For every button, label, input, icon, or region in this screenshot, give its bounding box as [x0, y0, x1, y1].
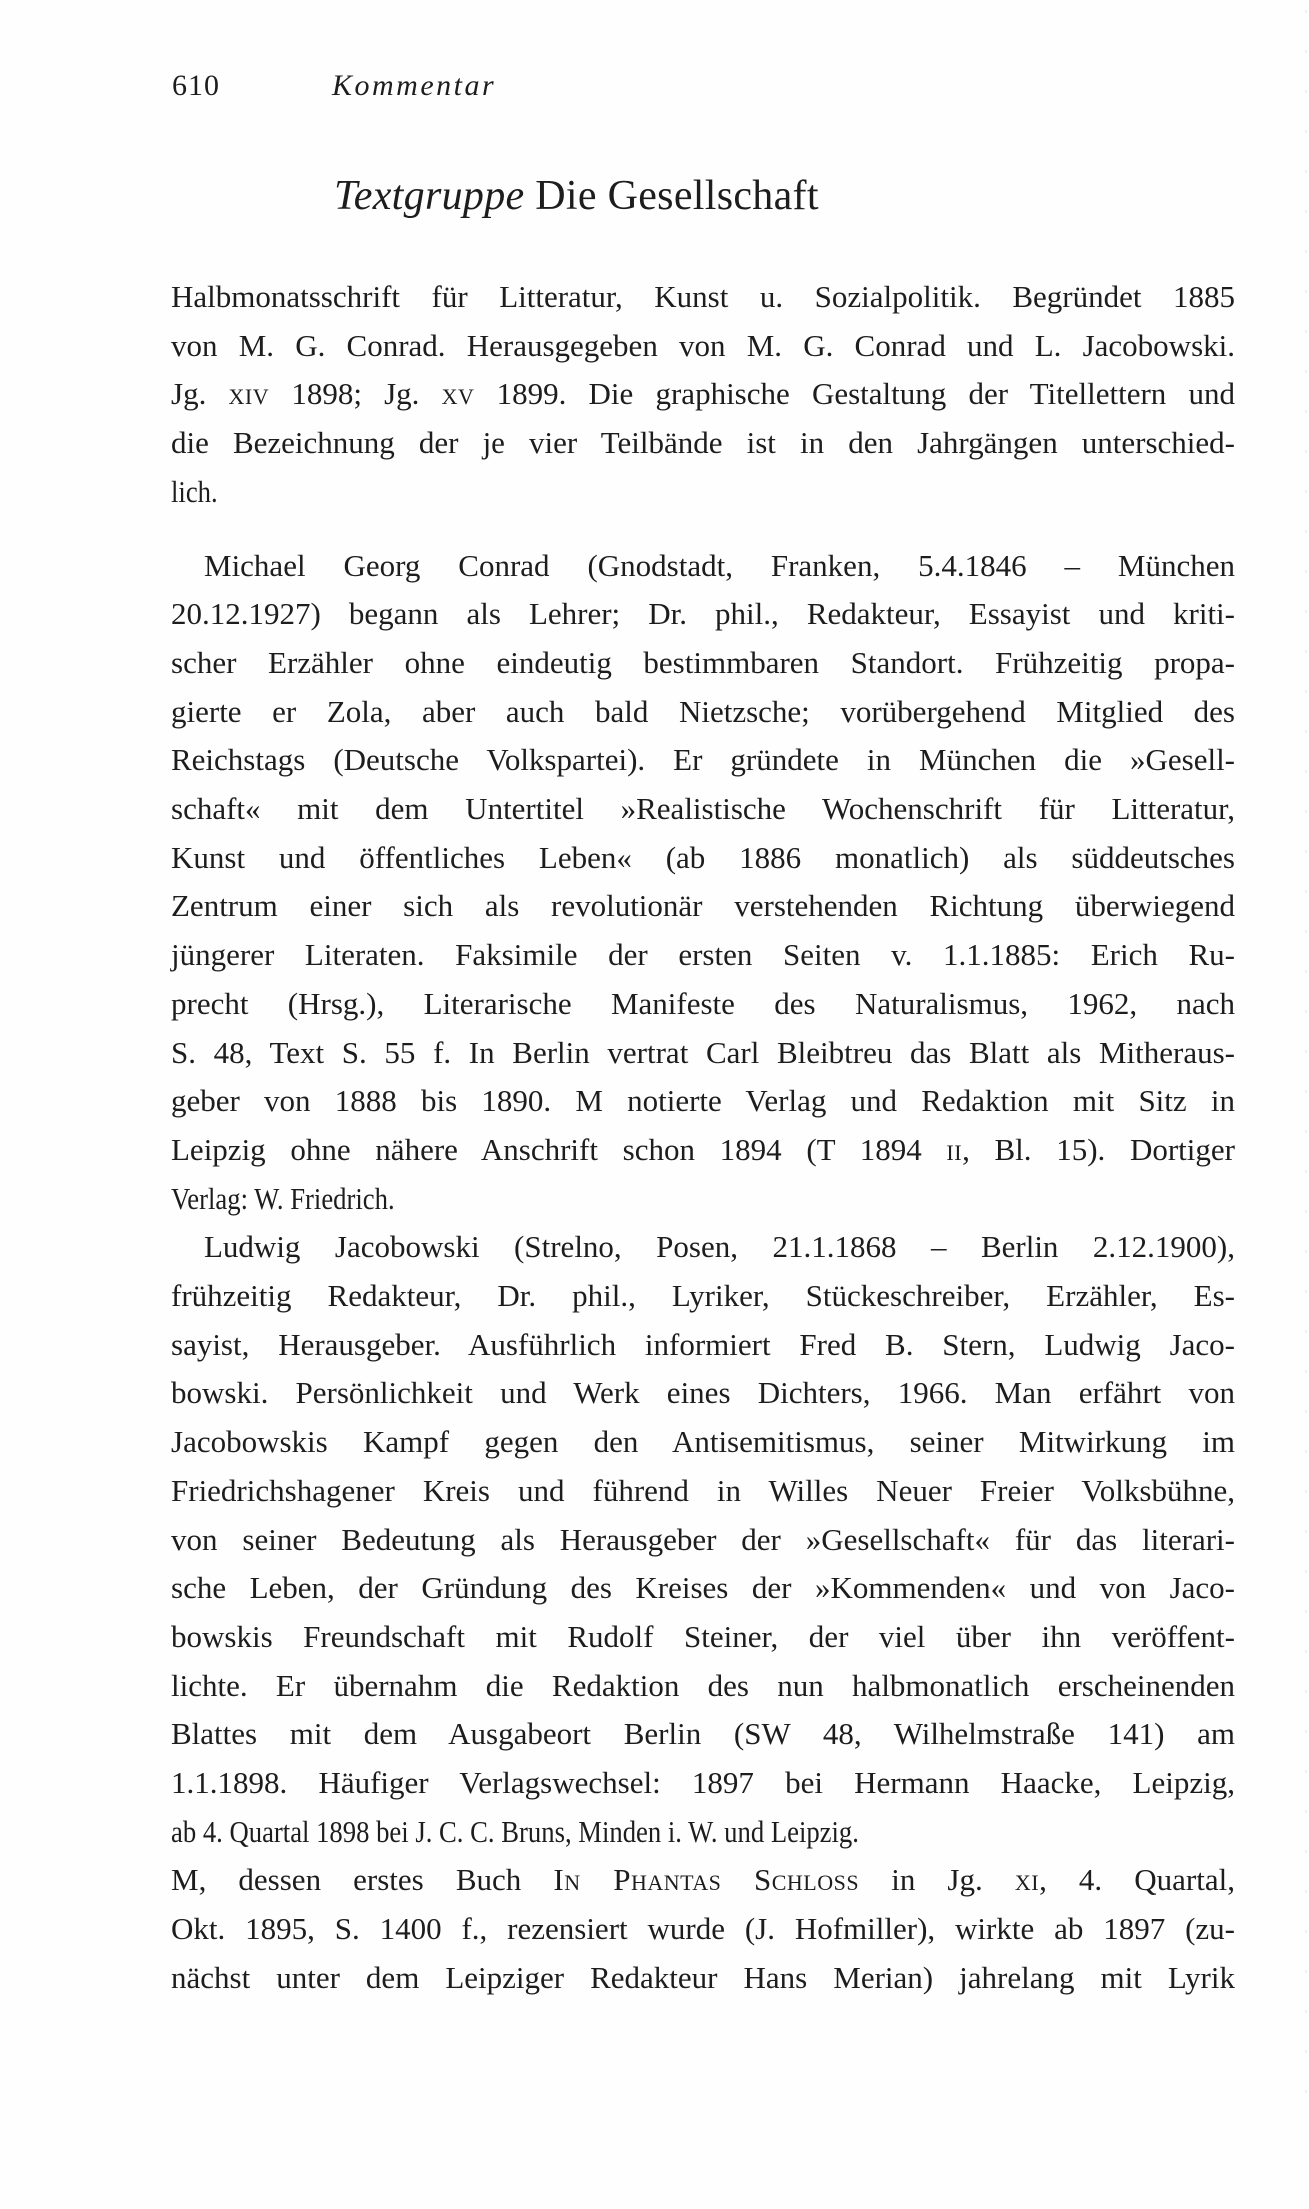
text-run: frühzeitig Redakteur, Dr. phil., Lyriker, Stückeschreiber, Erzähler, Es- [171, 1278, 1235, 1313]
text-line [171, 468, 217, 516]
text-run: M, dessen erstes Buch [171, 1862, 554, 1898]
text-line [171, 1467, 1235, 1515]
text-run: Friedrichshagener Kreis und führend in Willes Neuer Freier Volksbühne, [171, 1472, 1235, 1508]
text-line [171, 1516, 1235, 1564]
text-run: lich. [171, 473, 218, 509]
text-run: scher Erzähler ohne eindeutig bestimmbaren Standort. Frühzeitig propa- [171, 644, 1235, 680]
text-line [171, 736, 1235, 784]
text-run: schaft« mit dem Untertitel »Realistische Wochenschrift für Litteratur, [171, 791, 1235, 826]
text-run: die Bezeichnung der je vier Teilbände ist in den Jahrgängen unterschied- [171, 425, 1235, 461]
small-caps-run: xi [1014, 1862, 1040, 1898]
small-caps-run: xv [441, 376, 475, 412]
text-line [171, 1662, 1235, 1710]
text-line [171, 1613, 1235, 1661]
text-line [171, 1369, 1235, 1417]
text-line [171, 1321, 1235, 1369]
text-line [171, 834, 1235, 882]
text-line [171, 1954, 1235, 2002]
text-run: Verlag: W. Friedrich. [171, 1180, 395, 1216]
text-run: S. 48, Text S. 55 f. In Berlin vertrat Carl Bleibtreu das Blatt als Mitheraus- [171, 1034, 1235, 1070]
text-run: Ludwig Jacobowski (Strelno, Posen, 21.1.1868 – Berlin 2.12.1900), [204, 1229, 1235, 1265]
text-line [171, 322, 1235, 370]
text-run: von M. G. Conrad. Herausgegeben von M. G. Conrad und L. Jacobowski. [171, 327, 1235, 363]
text-line [171, 639, 1235, 687]
text-run: , 4. Quartal, [1039, 1862, 1235, 1898]
small-caps-run: xiv [228, 376, 270, 412]
text-run: 1898; Jg. [269, 376, 442, 412]
text-line [171, 1808, 859, 1856]
text-run: sche Leben, der Gründung des Kreises der »Kommenden« und von Jaco- [171, 1570, 1235, 1606]
small-caps-run: In Phantas Schloss [553, 1862, 860, 1898]
text-line [171, 1905, 1235, 1953]
text-run: Jg. [171, 376, 229, 412]
text-run: in Jg. [859, 1862, 1015, 1898]
scan-edge-artifact [1305, 10, 1307, 2110]
text-line [171, 1856, 1235, 1904]
text-line [171, 1175, 395, 1223]
text-line [171, 1710, 1235, 1758]
text-run: sayist, Herausgeber. Ausführlich informiert Fred B. Stern, Ludwig Jaco- [171, 1326, 1235, 1362]
text-line [171, 688, 1235, 736]
text-run: Kunst und öffentliches Leben« (ab 1886 monatlich) als süddeutsches [171, 839, 1235, 875]
small-caps-run: ii [946, 1131, 963, 1167]
text-run: 1.1.1898. Häufiger Verlagswechsel: 1897 bei Hermann Haacke, Leipzig, [171, 1765, 1235, 1800]
text-line [171, 1759, 1235, 1807]
text-run: gierte er Zola, aber auch bald Nietzsche; vorübergehend Mitglied des [171, 693, 1235, 729]
text-line [171, 1029, 1235, 1077]
section-title-name: Die Gesellschaft [535, 173, 819, 219]
text-line [171, 1126, 1235, 1174]
text-line [171, 419, 1235, 467]
running-title: Kommentar [332, 69, 497, 102]
text-run: lichte. Er übernahm die Redaktion des nun halbmonatlich erscheinenden [171, 1667, 1235, 1703]
text-run: Okt. 1895, S. 1400 f., rezensiert wurde (J. Hofmiller), wirkte ab 1897 (zu- [171, 1911, 1235, 1947]
text-line [171, 1564, 1235, 1612]
text-run: bowski. Persönlichkeit und Werk eines Dichters, 1966. Man erfährt von [171, 1375, 1235, 1411]
text-line [171, 1272, 1235, 1320]
text-run: geber von 1888 bis 1890. M notierte Verlag und Redaktion mit Sitz in [171, 1083, 1235, 1119]
text-run: jüngerer Literaten. Faksimile der ersten Seiten v. 1.1.1885: Erich Ru- [171, 937, 1235, 973]
text-line [171, 1077, 1235, 1125]
text-run: Reichstags (Deutsche Volkspartei). Er gründete in München die »Gesell- [171, 742, 1235, 778]
text-run: Halbmonatsschrift für Litteratur, Kunst u. Sozialpolitik. Begründet 1885 [171, 279, 1235, 314]
text-run: , Bl. 15). Dortiger [962, 1131, 1235, 1167]
text-run: Jacobowskis Kampf gegen den Antisemitismus, seiner Mitwirkung im [171, 1424, 1235, 1460]
text-line [171, 590, 1235, 638]
text-run: precht (Hrsg.), Literarische Manifeste des Naturalismus, 1962, nach [171, 985, 1235, 1021]
text-line [171, 273, 1235, 321]
text-run: Zentrum einer sich als revolutionär verstehenden Richtung überwiegend [171, 888, 1235, 924]
text-run: Blattes mit dem Ausgabeort Berlin (SW 48, Wilhelmstraße 141) am [171, 1716, 1235, 1752]
text-line [171, 1418, 1235, 1466]
section-title-label: Textgruppe [334, 173, 525, 219]
text-line [171, 931, 1235, 979]
page-number: 610 [172, 69, 220, 102]
section-title [334, 168, 819, 224]
text-run: 20.12.1927) begann als Lehrer; Dr. phil., Redakteur, Essayist und kriti- [171, 596, 1235, 632]
text-run: ab 4. Quartal 1898 bei J. C. C. Bruns, Minden i. W. und Leipzig. [171, 1813, 859, 1849]
text-run: 1899. Die graphische Gestaltung der Titellettern und [474, 376, 1235, 412]
text-line [204, 1223, 1235, 1271]
text-run: Michael Georg Conrad (Gnodstadt, Franken, 5.4.1846 – München [204, 547, 1235, 583]
text-run: von seiner Bedeutung als Herausgeber der »Gesellschaft« für das literari- [171, 1521, 1235, 1557]
text-line [171, 370, 1235, 418]
text-run: nächst unter dem Leipziger Redakteur Hans Merian) jahrelang mit Lyrik [171, 1959, 1235, 1995]
text-line [171, 980, 1235, 1028]
text-line [171, 882, 1235, 930]
text-line [171, 785, 1235, 833]
text-run: bowskis Freundschaft mit Rudolf Steiner, der viel über ihn veröffent- [171, 1618, 1235, 1654]
text-line [204, 542, 1235, 590]
text-run: Leipzig ohne nähere Anschrift schon 1894 (T 1894 [171, 1131, 947, 1167]
